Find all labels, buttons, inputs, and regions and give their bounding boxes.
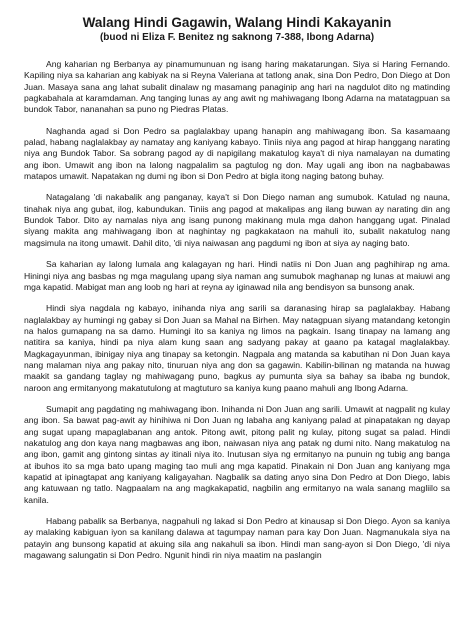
document-subtitle: (buod ni Eliza F. Benitez ng saknong 7-388, Ibong Adarna) — [99, 32, 375, 43]
paragraph-5: Hindi siya nagdala ng kabayo, inihanda niya ang sarili sa daranasing hirap sa paglalakbay. Habang naglalakbay ay humingi ng gabay si Don Juan sa Mahal na Birhen. May natagpuan siyang matandang ketongin na halos gumapang na sa damo. Humingi ito sa kaniya ng limos na pagkain. Isang tinapay na lamang ang natitira sa kaniya, hindi pa niya alam kung saan ang sadyang pakay at gaano pa katagal maglalakbay. Magkagayunman, ibinigay niya ang tinapay sa ketongin. Nagpala ang matanda sa kabutihan ni Don Juan kaya nang malaman niya ang pakay nito, tinuruan niya ang don sa gagawin. Kabilin-bilinan ng matanda na huwag maakit sa gandang taglay ng mahiwagang puno, bagkus ay pumunta siya sa bahay sa ibaba ng bundok, naroon ang ermitanyong makatutulong at magtuturo sa kaniya kung paano mahuli ang Ibong Adarna. — [24, 303, 450, 393]
paragraph-4: Sa kaharian ay lalong lumala ang kalagayan ng hari. Hindi natiis ni Don Juan ang paghihirap ng ama. Hiningi niya ang basbas ng mga magulang upang siya naman ang sumubok maghanap ng lunas at maiuwi ang mga kapatid. Mabigat man ang loob ng hari at reyna ay iginawad nila ang bendisyon sa bunsong anak. — [24, 259, 450, 292]
paragraph-3: Natagalang 'di nakabalik ang panganay, kaya't si Don Diego naman ang sumubok. Katulad ng nauna, tinahak niya ang gubat, ilog, kabundukan. Tiniis ang pagod at makalipas ang ilang buwan ay narating din ang Bundok Tabor. Dito ay namalas niya ang isang punong makinang mula mga dahon hanggang ugat. Pinalad siyang makita ang mahiwagang ibon at naghintay ng pagkakataon na mahuli ito, subalit nakatulog nang magsimula na itong umawit. Dahil dito, 'di niya naiwasan ang pagdumi ng ibon at siya ay naging bato. — [24, 192, 450, 248]
paragraph-1: Ang kaharian ng Berbanya ay pinamumunuan ng isang haring makatarungan. Siya si Haring Fernando. Kapiling niya sa kaharian ang kabiyak na si Reyna Valeriana at tatlong anak, sina Don Pedro, Don Diego at Don Juan. Masaya sana ang lahat subalit dinalaw ng masamang panaginip ang hari na nagdulot dito ng matinding pagkabahala at karamdaman. Ang tanging lunas ay ang awit ng mahiwagang Ibong Adarna na matatagpuan sa bundok Tabor, nananahan sa puno ng Piedras Platas. — [24, 59, 450, 115]
paragraph-7: Habang pabalik sa Berbanya, nagpahuli ng lakad si Don Pedro at kinausap si Don Diego. Ayon sa kaniya ay malaking kabiguan iyon sa kanilang dalawa at tagumpay naman para kay Don Juan. Nagmanukala siya na patayin ang bunsong kapatid at akuing sila ang nakahuli sa ibon. Hindi man sang-ayon si Don Diego, 'di niya magawang salungatin si Don Pedro. Ngunit hindi rin niya maatim na paslangin — [24, 516, 450, 561]
paragraph-2: Naghanda agad si Don Pedro sa paglalakbay upang hanapin ang mahiwagang ibon. Sa kasamaang palad, habang naglalakbay ay namatay ang kaniyang kabayo. Tiniis niya ang pagod at hirap hanggang narating niya ang Bundok Tabor. Sa sobrang pagod ay di napigilang makatulog kaya't di niya namalayan na dumating ang ibon. Umawit ang ibon na lalong nagpalalim sa pagtulog ng don. May ugali ang ibon na nagbabawas matapos umawit. Napatakan ng dumi ng ibon si Don Pedro at bigla itong naging batong buhay. — [24, 125, 450, 182]
paragraph-6: Sumapit ang pagdating ng mahiwagang ibon. Inihanda ni Don Juan ang sarili. Umawit at nagpalit ng kulay ang ibon. Sa bawat pag-awit ay hinihiwa ni Don Juan ng labaha ang kaniyang palad at pinapatakan ng dayap ang sugat upang mapaglabanan ang antok. Pitong awit, pitong palit ng kulay, pitong sugat sa palad. Hindi nakatulog ang don kaya nang magbawas ang ibon, naiwasan niya ang patak ng dumi nito. Nang makatulog na ang ibon, gamit ang gintong sintas ay itinali niya ito. Inutusan siya ng ermitanyo na punuin ng tubig ang banga at ibuhos ito sa mga bato upang maging tao muli ang mga kapatid. Pinakain ni Don Juan ang kaniyang mga kapatid at ipinagtapat ang kaniyang kaligayahan. Nagbalik sa dating anyo sina Don Pedro at Don Diego, labis ang katuwaan ng tatlo. Nagpaalam na ang magkakapatid, nagbilin ang ermitanyo na wala sanang magliilo sa kanila. — [24, 403, 450, 505]
document-title: Walang Hindi Gagawin, Walang Hindi Kakayanin — [82, 15, 392, 30]
